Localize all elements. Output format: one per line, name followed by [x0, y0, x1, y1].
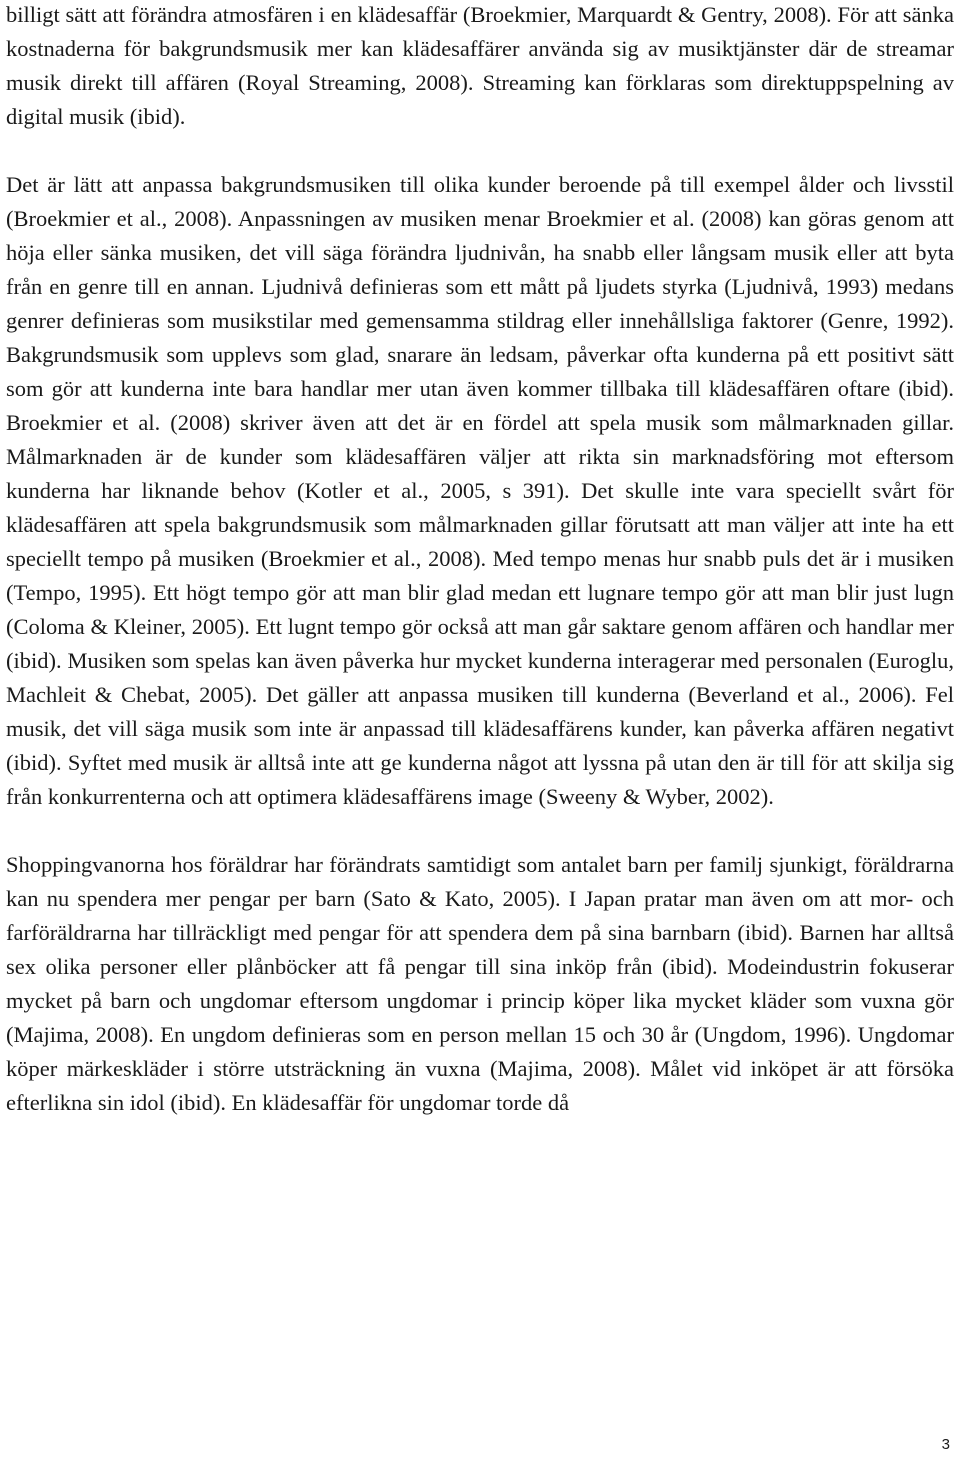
paragraph-streaming: billigt sätt att förändra atmosfären i en klädesaffär (Broekmier, Marquardt & Gentry, 2008). För att sänka kostnaderna för bakgrundsmusik mer kan klädesaffärer använda sig av musiktjänster där de streamar musik direkt till affären (Royal Streaming, 2008). Streaming kan förklaras som direktuppspelning av digital musik (ibid).: [6, 2, 954, 129]
paragraph-shopping-habits: Shoppingvanorna hos föräldrar har förändrats samtidigt som antalet barn per familj sjunkigt, föräldrarna kan nu spendera mer pengar per barn (Sato & Kato, 2005). I Japan pratar man även om att mor- och farföräldrarna har tillräckligt med pengar för att spendera dem på sina barnbarn (ibid). Barnen har alltså sex olika personer eller plånböcker att få pengar till sina inköp från (ibid). Modeindustrin fokuserar mycket på barn och ungdomar eftersom ungdomar i princip köper lika mycket kläder som vuxna gör (Majima, 2008). En ungdom definieras som en person mellan 15 och 30 år (Ungdom, 1996). Ungdomar köper märkeskläder i större utsträckning än vuxna (Majima, 2008). Målet vid inköpet är att försöka efterlikna sin idol (ibid). En klädesaffär för ungdomar torde då: [6, 852, 954, 1115]
body-text: [6, 0, 954, 1120]
page-number: 3: [941, 1436, 950, 1453]
paragraph-music-adaptation: Det är lätt att anpassa bakgrundsmusiken till olika kunder beroende på till exempel ålder och livsstil (Broekmier et al., 2008). Anpassningen av musiken menar Broekmier et al. (2008) kan göras genom att höja eller sänka musiken, det vill säga förändra ljudnivån, ha snabb eller långsam musik eller att byta från en genre till en annan. Ljudnivå definieras som ett mått på ljudets styrka (Ljudnivå, 1993) medans genrer definieras som musikstilar med gemensamma stildrag eller innehållsliga faktorer (Genre, 1992). Bakgrundsmusik som upplevs som glad, snarare än ledsam, påverkar ofta kunderna på ett positivt sätt som gör att kunderna inte bara handlar mer utan även kommer tillbaka till klädesaffären oftare (ibid). Broekmier et al. (2008) skriver även att det är en fördel att spela musik som målmarknaden gillar. Målmarknaden är de kunder som klädesaffären väljer att rikta sin marknadsföring mot eftersom kunderna har liknande behov (Kotler et al., 2005, s 391). Det skulle inte vara speciellt svårt för klädesaffären att spela bakgrundsmusik som målmarknaden gillar förutsatt att man väljer att inte ha ett speciellt tempo på musiken (Broekmier et al., 2008). Med tempo menas hur snabb puls det är i musiken (Tempo, 1995). Ett högt tempo gör att man blir glad medan ett lugnare tempo gör att man blir just lugn (Coloma & Kleiner, 2005). Ett lugnt tempo gör också att man går saktare genom affären och handlar mer (ibid). Musiken som spelas kan även påverka hur mycket kunderna interagerar med personalen (Euroglu, Machleit & Chebat, 2005). Det gäller att anpassa musiken till kunderna (Beverland et al., 2006). Fel musik, det vill säga musik som inte är anpassad till klädesaffärens kunder, kan påverka affären negativt (ibid). Syftet med musik är alltså inte att ge kunderna något att lyssna på utan den är till för att skilja sig från konkurrenterna och att optimera klädesaffärens image (Sweeny & Wyber, 2002).: [6, 172, 954, 809]
